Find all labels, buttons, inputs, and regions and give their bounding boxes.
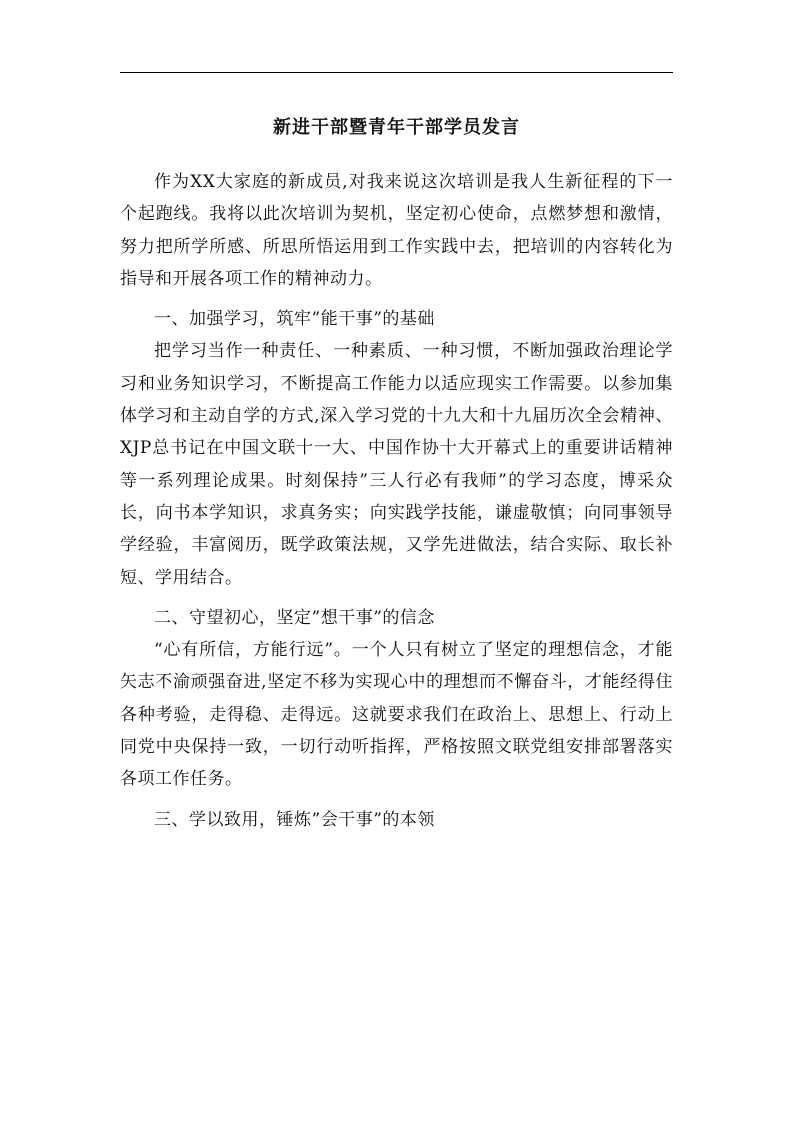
section-2-paragraph: “心有所信，方能行远”。一个人只有树立了坚定的理想信念，才能矢志不渝顽强奋进,坚定不移为实现心中的理想而不懈奋斗，才能经得住各种考验，走得稳、走得远。这就要求我们在政治上、思想上、行动上同党中央保持一致，一切行动听指挥，严格按照文联党组安排部署落实各项工作任务。 xyxy=(120,640,673,790)
intro-paragraph: 作为XX大家庭的新成员,对我来说这次培训是我人生新征程的下一个起跑线。我将以此次培训为契机，坚定初心使命，点燃梦想和激情，努力把所学所感、所思所悟运用到工作实践中去，把培训的内容转化为指导和开展各项工作的精神动力。 xyxy=(120,172,673,289)
section-2-heading: 二、守望初心，坚定”想干事”的信念 xyxy=(154,607,435,628)
section-3-heading: 三、学以致用，锤炼”会干事”的本领 xyxy=(154,809,435,830)
section-1-paragraph: 把学习当作一种责任、一种素质、一种习惯，不断加强政治理论学习和业务知识学习，不断提高工作能力以适应现实工作需要。以参加集体学习和主动自学的方式,深入学习党的十九大和十九届历次全会精神、XJP总书记在中国文联十一大、中国作协十大开幕式上的重要讲话精神等一系列理论成果。时刻保持”三人行必有我师”的学习态度，博采众长，向书本学知识，求真务实；向实践学技能，谦虚敬慎；向同事领导学经验，丰富阅历，既学政策法规，又学先进做法，结合实际、取长补短、学用结合。 xyxy=(120,341,673,588)
section-1-heading: 一、加强学习，筑牢”能干事”的基础 xyxy=(154,309,435,330)
document-body xyxy=(120,166,673,836)
header-rule xyxy=(120,72,673,73)
document-title: 新进干部暨青年干部学员发言 xyxy=(273,117,520,138)
